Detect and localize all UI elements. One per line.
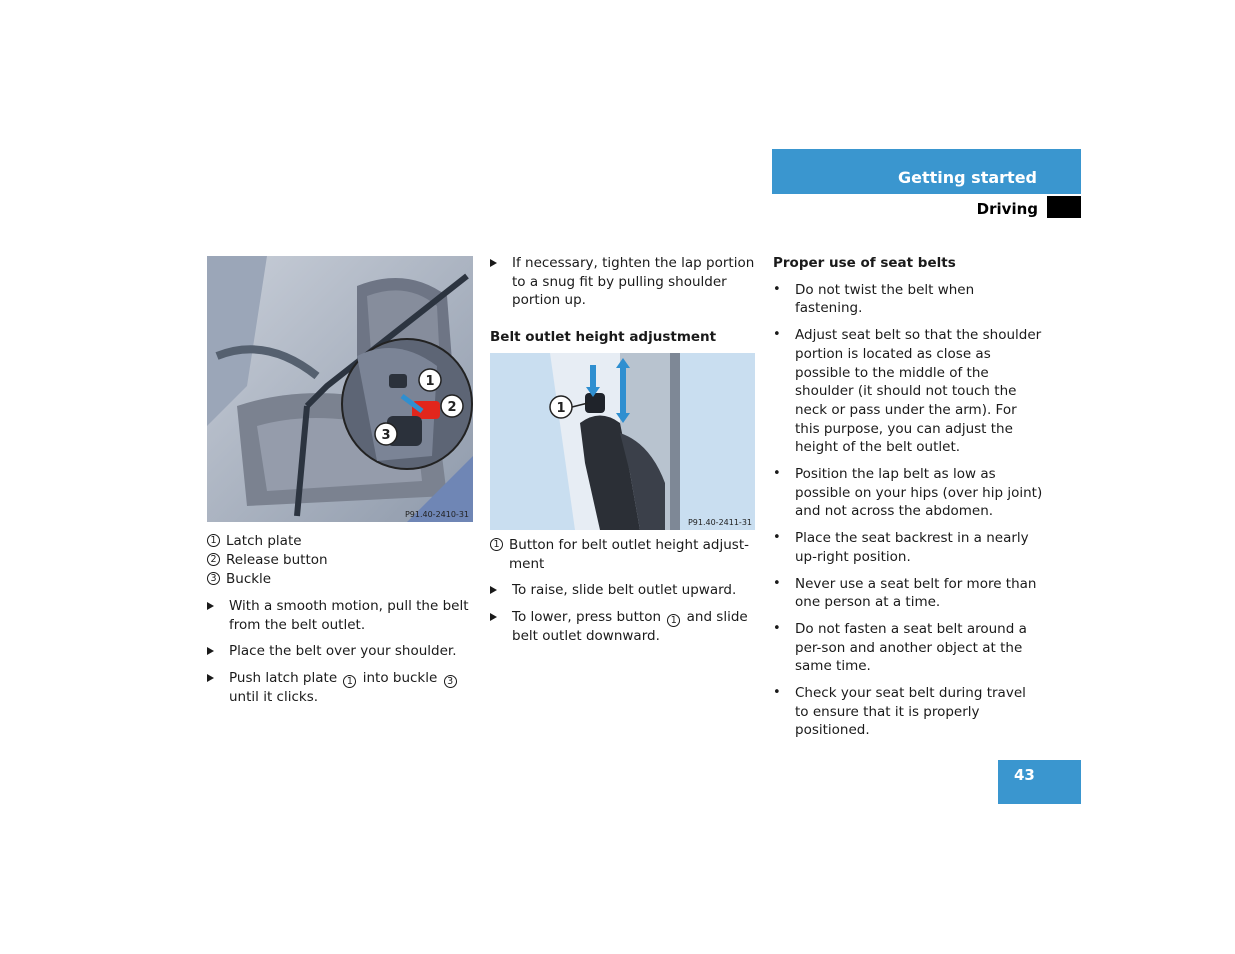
- seat-belt-figure: [207, 256, 473, 522]
- step-arrow-icon: [490, 613, 497, 621]
- list-item: • Do not fasten a seat belt around a per-son and another object at the same time.: [773, 620, 1027, 675]
- page-number-box: [998, 760, 1081, 804]
- instruction-step: To raise, slide belt outlet upward.: [490, 581, 755, 600]
- section-title: Driving: [976, 200, 1038, 218]
- section-header: [772, 196, 1081, 218]
- figure-code: P91.40-2410-31: [404, 510, 469, 519]
- section-heading: Belt outlet height adjustment: [490, 329, 717, 346]
- figure-code: P91.40-2411-31: [687, 517, 752, 527]
- step-arrow-icon: [490, 586, 497, 594]
- figure-callout-3: 3: [381, 428, 391, 443]
- step-arrow-icon: [490, 259, 497, 267]
- legend-item: 1 Latch plate: [207, 532, 473, 551]
- list-item: • Place the seat backrest in a nearly up-right position.: [773, 530, 1029, 565]
- figure-legend: [490, 536, 755, 573]
- legend-item: 2 Release button: [207, 551, 473, 570]
- belt-outlet-figure: [490, 353, 755, 530]
- step-arrow-icon: [207, 674, 214, 682]
- instruction-step: To lower, press button 1 and slide belt outlet downward.: [490, 608, 755, 646]
- list-item: • Never use a seat belt for more than one person at a time.: [773, 575, 1037, 611]
- column-3: [773, 254, 1043, 748]
- column-1: [207, 256, 473, 707]
- list-item: • Position the lap belt as low as possible on your hips (over hip joint) and not across the abdomen.: [773, 466, 1043, 520]
- chapter-title: Getting started: [898, 168, 1037, 187]
- figure-callout-2: 2: [447, 400, 457, 415]
- bullet-list: [773, 281, 1043, 740]
- column-2: [490, 254, 755, 646]
- section-marker: [1047, 196, 1081, 218]
- step-arrow-icon: [207, 647, 214, 655]
- list-item: • Do not twist the belt when fastening.: [773, 281, 975, 317]
- list-item: • Adjust seat belt so that the shoulder portion is located as close as possible to the middle of the shoulder (it should not touch the neck or pass under the arm). For this purpose, you can adjust the height of the belt outlet.: [773, 327, 1042, 456]
- legend-item: 1 Button for belt outlet height adjust-ment: [490, 536, 755, 573]
- legend-item: 3 Buckle: [207, 570, 473, 589]
- figure-legend: [207, 532, 473, 589]
- instruction-step: With a smooth motion, pull the belt from the belt outlet.: [207, 597, 473, 634]
- figure-callout-1: 1: [425, 374, 435, 389]
- step-arrow-icon: [207, 602, 214, 610]
- instruction-step: Place the belt over your shoulder.: [207, 642, 473, 661]
- chapter-header: [772, 149, 1081, 194]
- instruction-step: Push latch plate 1 into buckle 3 until it clicks.: [207, 669, 473, 707]
- instruction-step: If necessary, tighten the lap portion to a snug fit by pulling shoulder portion up.: [490, 254, 755, 310]
- figure-callout-1: 1: [556, 400, 566, 416]
- page-number: 43: [1014, 766, 1035, 784]
- section-heading: Proper use of seat belts: [773, 255, 956, 271]
- list-item: • Check your seat belt during travel to ensure that it is properly positioned.: [773, 685, 1026, 739]
